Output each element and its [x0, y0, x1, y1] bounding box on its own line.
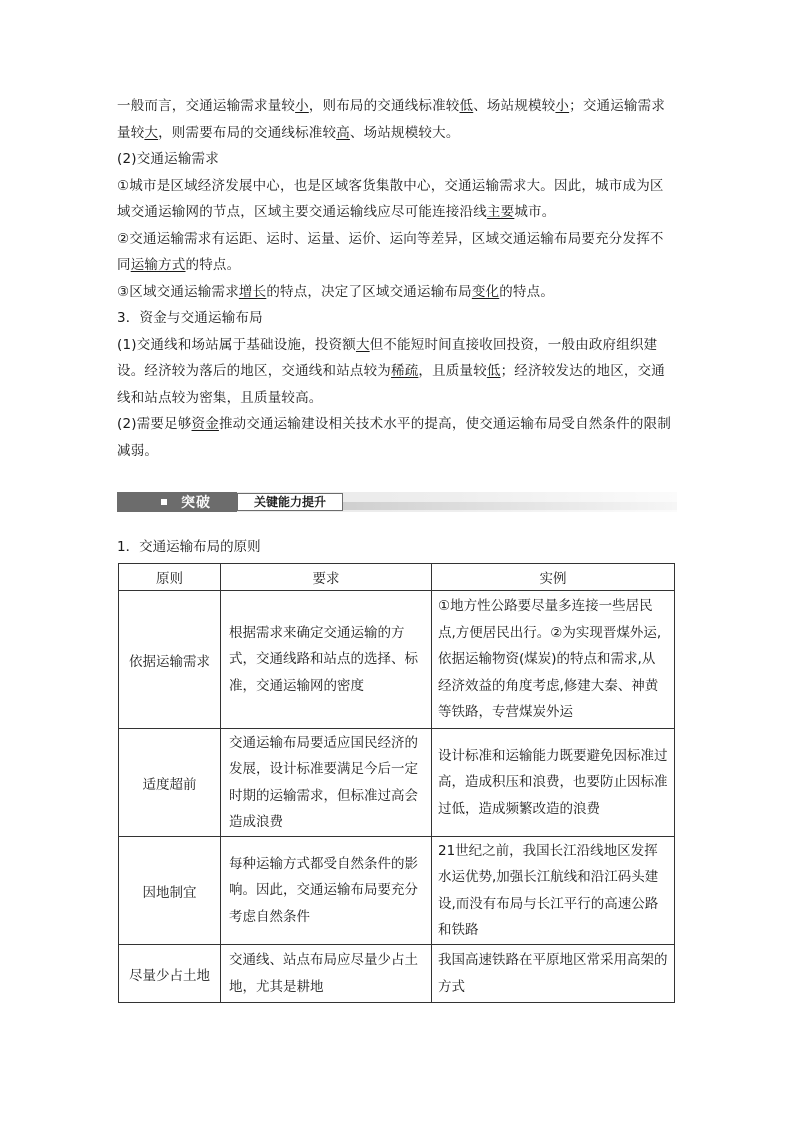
cell-requirement: 交通运输布局要适应国民经济的发展，设计标准要满足今后一定时期的运输需求，但标准过高会造成浪费 [221, 729, 432, 837]
cell-example: 我国高速铁路在平原地区常采用高架的方式 [432, 945, 675, 1003]
body-text [117, 93, 677, 464]
cell-example: 设计标准和运输能力既要避免因标准过高，造成积压和浪费，也要防止因标准过低，造成频繁改造的浪费 [432, 729, 675, 837]
header-example: 实例 [432, 564, 675, 591]
principles-table [118, 563, 675, 1003]
text: ，则布局的交通线标准较 [308, 98, 460, 114]
cell-principle: 适度超前 [119, 729, 221, 837]
text: 推动交通运输建设相关技术水平的提高，使交通运输布局受自然条件的限制减弱。 [117, 416, 672, 459]
cell-principle: 因地制宜 [119, 837, 221, 945]
text: ③区域交通运输需求 [117, 283, 239, 300]
text: (2)需要足够 [117, 416, 192, 432]
underlined-answer: 低 [486, 363, 501, 379]
text: ；经济较发达的地区，交通线和站点较为密集，且质量较高。 [117, 363, 666, 406]
paragraph-demand-growth [117, 279, 677, 306]
cell-principle: 依据运输需求 [119, 591, 221, 729]
paragraph-infrastructure [117, 332, 677, 412]
table-row [119, 837, 675, 945]
subheading-transport-demand: (2)交通运输需求 [117, 151, 219, 167]
underlined-answer: 大 [355, 336, 370, 353]
text: 、场站规模较大。 [349, 124, 460, 141]
text: ，则需要布局的交通线标准较 [158, 124, 337, 141]
section-banner [117, 492, 677, 512]
text: 的特点。 [185, 257, 241, 273]
table-header-row [119, 564, 675, 591]
cell-principle: 尽量少占土地 [119, 945, 221, 1003]
underlined-answer: 变化 [471, 283, 500, 300]
text: ；交通运输需求量较 [117, 98, 666, 141]
paragraph-demand-scale [117, 93, 677, 146]
text: ①城市是区域经济发展中心，也是区域客货集散中心，交通运输需求大。因此，城市成为区域交通运输网的节点，区域主要交通运输线应尽可能连接沿线 [117, 177, 664, 220]
text: 但不能短时间直接收回投资，一般由政府组织建设。经济较为落后的地区，交通线和站点较为 [117, 336, 658, 379]
banner-label-block [117, 492, 237, 512]
paragraph-demand-differences [117, 226, 677, 279]
section-title: 1．交通运输布局的原则 [117, 539, 261, 555]
text: (1)交通线和场站属于基础设施，投资额 [117, 336, 356, 353]
cell-requirement: 交通线、站点布局应尽量少占土地，尤其是耕地 [221, 945, 432, 1003]
underlined-answer: 运输方式 [130, 257, 186, 273]
underlined-answer: 小 [295, 98, 309, 114]
paragraph-city-node [117, 173, 677, 226]
text: 的特点。 [499, 283, 555, 300]
text: 的特点，决定了区域交通运输布局 [266, 283, 472, 300]
banner-subtitle: 关键能力提升 [237, 493, 343, 511]
text: 、场站规模较 [473, 98, 556, 114]
header-requirement: 要求 [221, 564, 432, 591]
underlined-answer: 高 [336, 124, 350, 141]
underlined-answer: 低 [459, 98, 474, 114]
cell-example: ①地方性公路要尽量多连接一些居民点,方便居民出行。②为实现晋煤外运,依据运输物资(煤炭)的特点和需求,从经济效益的角度考虑,修建大秦、神黄等铁路，专营煤炭外运 [432, 591, 675, 729]
underlined-answer: 增长 [238, 283, 267, 300]
underlined-answer: 大 [144, 124, 159, 141]
table-row [119, 729, 675, 837]
underlined-answer: 主要 [486, 204, 515, 220]
text: 城市。 [514, 204, 556, 220]
header-principle: 原则 [119, 564, 221, 591]
text: ②交通运输需求有运距、运时、运量、运价、运向等差异，区域交通运输布局要充分发挥不同 [117, 230, 664, 273]
banner-title: 突破 [181, 495, 211, 511]
square-bullet-icon [161, 499, 167, 505]
table-row [119, 945, 675, 1003]
banner-gradient-bar [343, 502, 677, 510]
underlined-answer: 稀疏 [391, 363, 419, 379]
table-row [119, 591, 675, 729]
underlined-answer: 小 [555, 98, 570, 114]
text: 一般而言，交通运输需求量较 [117, 98, 296, 114]
cell-requirement: 每种运输方式都受自然条件的影响。因此，交通运输布局要充分考虑自然条件 [221, 837, 432, 945]
heading-funding: 3．资金与交通运输布局 [117, 310, 263, 326]
paragraph-funding-tech [117, 411, 677, 464]
cell-requirement: 根据需求来确定交通运输的方式，交通线路和站点的选择、标准，交通运输网的密度 [221, 591, 432, 729]
text: ，且质量较 [418, 363, 487, 379]
underlined-answer: 资金 [191, 416, 219, 432]
cell-example: 21世纪之前，我国长江沿线地区发挥水运优势,加强长江航线和沿江码头建设,而没有布局与长江平行的高速公路和铁路 [432, 837, 675, 945]
